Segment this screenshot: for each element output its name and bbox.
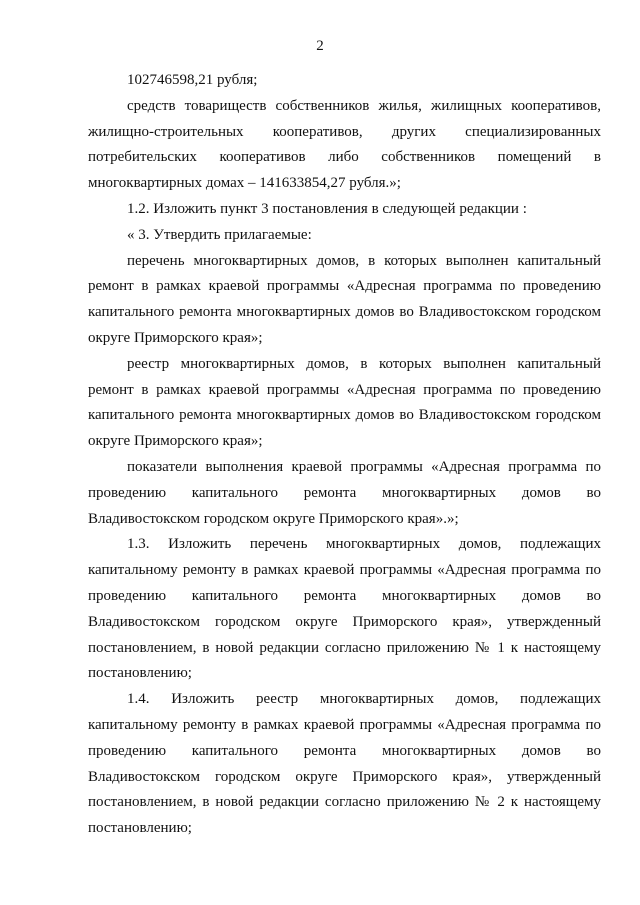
paragraph-item-1-2: 1.2. Изложить пункт 3 постановления в следующей редакции : — [127, 200, 527, 217]
paragraph-funds-owners: средств товариществ собственников жилья, жилищных кооперативов, жилищно-строительных кооперативов, других специализированных потребительских кооперативов либо собственников помещений в многоквартирных домах – 141633854,27 рубля.»; — [88, 97, 601, 192]
paragraph-item-1-3: 1.3. Изложить перечень многоквартирных домов, подлежащих капитальному ремонту в рамках краевой программы «Адресная программа по проведению капитального ремонта многоквартирных домов во Владивостокском городском округе Приморского края», утвержденный постановлением, в новой редакции согласно приложению № 1 к настоящему постановлению; — [88, 536, 601, 682]
paragraph-list-houses: перечень многоквартирных домов, в которых выполнен капитальный ремонт в рамках краевой программы «Адресная программа по проведению капитального ремонта многоквартирных домов во Владивостокском городском округе Приморского края»; — [88, 252, 601, 346]
paragraph-item-3-approve: « 3. Утвердить прилагаемые: — [127, 226, 312, 243]
paragraph-indicators: показатели выполнения краевой программы «Адресная программа по проведению капитального ремонта многоквартирных домов во Владивостокском городском округе Приморского края».»; — [88, 458, 601, 527]
document-body — [88, 68, 601, 842]
paragraph-registry-houses: реестр многоквартирных домов, в которых выполнен капитальный ремонт в рамках краевой программы «Адресная программа по проведению капитального ремонта многоквартирных домов во Владивостокском городском округе Приморского края»; — [88, 355, 601, 450]
page-number: 2 — [316, 38, 324, 54]
paragraph-item-1-4: 1.4. Изложить реестр многоквартирных домов, подлежащих капитальному ремонту в рамках краевой программы «Адресная программа по проведению капитального ремонта многоквартирных домов во Владивостокском городском округе Приморского края», утвержденный постановлением, в новой редакции согласно приложению № 2 к настоящему постановлению; — [88, 691, 601, 837]
paragraph-amount-line: 102746598,21 рубля; — [127, 72, 258, 88]
